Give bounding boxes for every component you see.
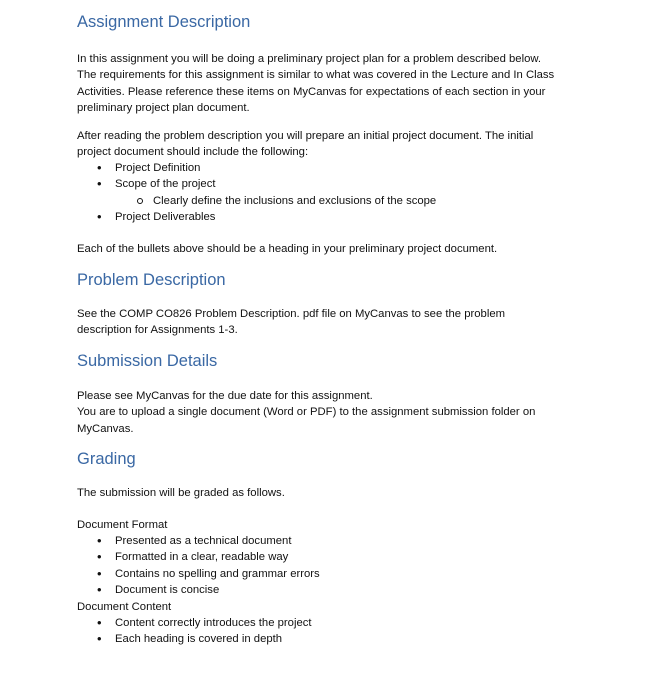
assignment-instructions-paragraph (77, 128, 587, 161)
text-line: The requirements for this assignment is similar to what was covered in the Lecture and In Class (77, 69, 555, 82)
text-line: preliminary project plan document. (77, 102, 250, 115)
submission-paragraph (77, 388, 587, 437)
text-line: In this assignment you will be doing a preliminary project plan for a problem described below. (77, 53, 542, 65)
document-content-list (77, 615, 312, 648)
text-line: Please see MyCanvas for the due date for this assignment. (77, 390, 373, 402)
assignment-intro-paragraph (77, 51, 587, 117)
list-item: • Contains no spelling and grammar errors (77, 566, 320, 582)
list-item: • Each heading is covered in depth (77, 631, 312, 647)
list-item: • Formatted in a clear, readable way (77, 549, 320, 565)
text-line: After reading the problem description you will prepare an initial project document. The initial (77, 130, 534, 142)
list-item: • Content correctly introduces the project (77, 615, 312, 631)
heading-submission-details: Submission Details (77, 352, 218, 370)
text-line: MyCanvas. (77, 422, 134, 435)
list-item: • Scope of the project (77, 176, 436, 192)
problem-paragraph (77, 306, 587, 339)
list-item: • Document is concise (77, 582, 320, 598)
document-format-list (77, 533, 320, 599)
list-item: • Project Deliverables (77, 209, 436, 225)
text-line: Activities. Please reference these items on MyCanvas for expectations of each section in your (77, 85, 546, 98)
list-item: • Project Definition (77, 160, 436, 176)
document-format-label: Document Format (77, 519, 168, 531)
grading-intro: The submission will be graded as follows. (77, 487, 285, 499)
list-item: • Presented as a technical document (77, 533, 320, 549)
document-content-label: Document Content (77, 601, 172, 613)
list-item: Clearly define the inclusions and exclusions of the scope (77, 193, 436, 209)
heading-problem-description: Problem Description (77, 271, 226, 289)
assignment-heading-note: Each of the bullets above should be a heading in your preliminary project document. (77, 243, 498, 255)
text-line: project document should include the following: (77, 146, 309, 159)
text-line: See the COMP CO826 Problem Description. pdf file on MyCanvas to see the problem (77, 308, 506, 320)
deliverables-list (77, 160, 436, 226)
text-line: You are to upload a single document (Word or PDF) to the assignment submission folder on (77, 406, 536, 419)
heading-assignment-description: Assignment Description (77, 13, 251, 31)
heading-grading: Grading (77, 450, 136, 468)
text-line: description for Assignments 1-3. (77, 324, 238, 337)
